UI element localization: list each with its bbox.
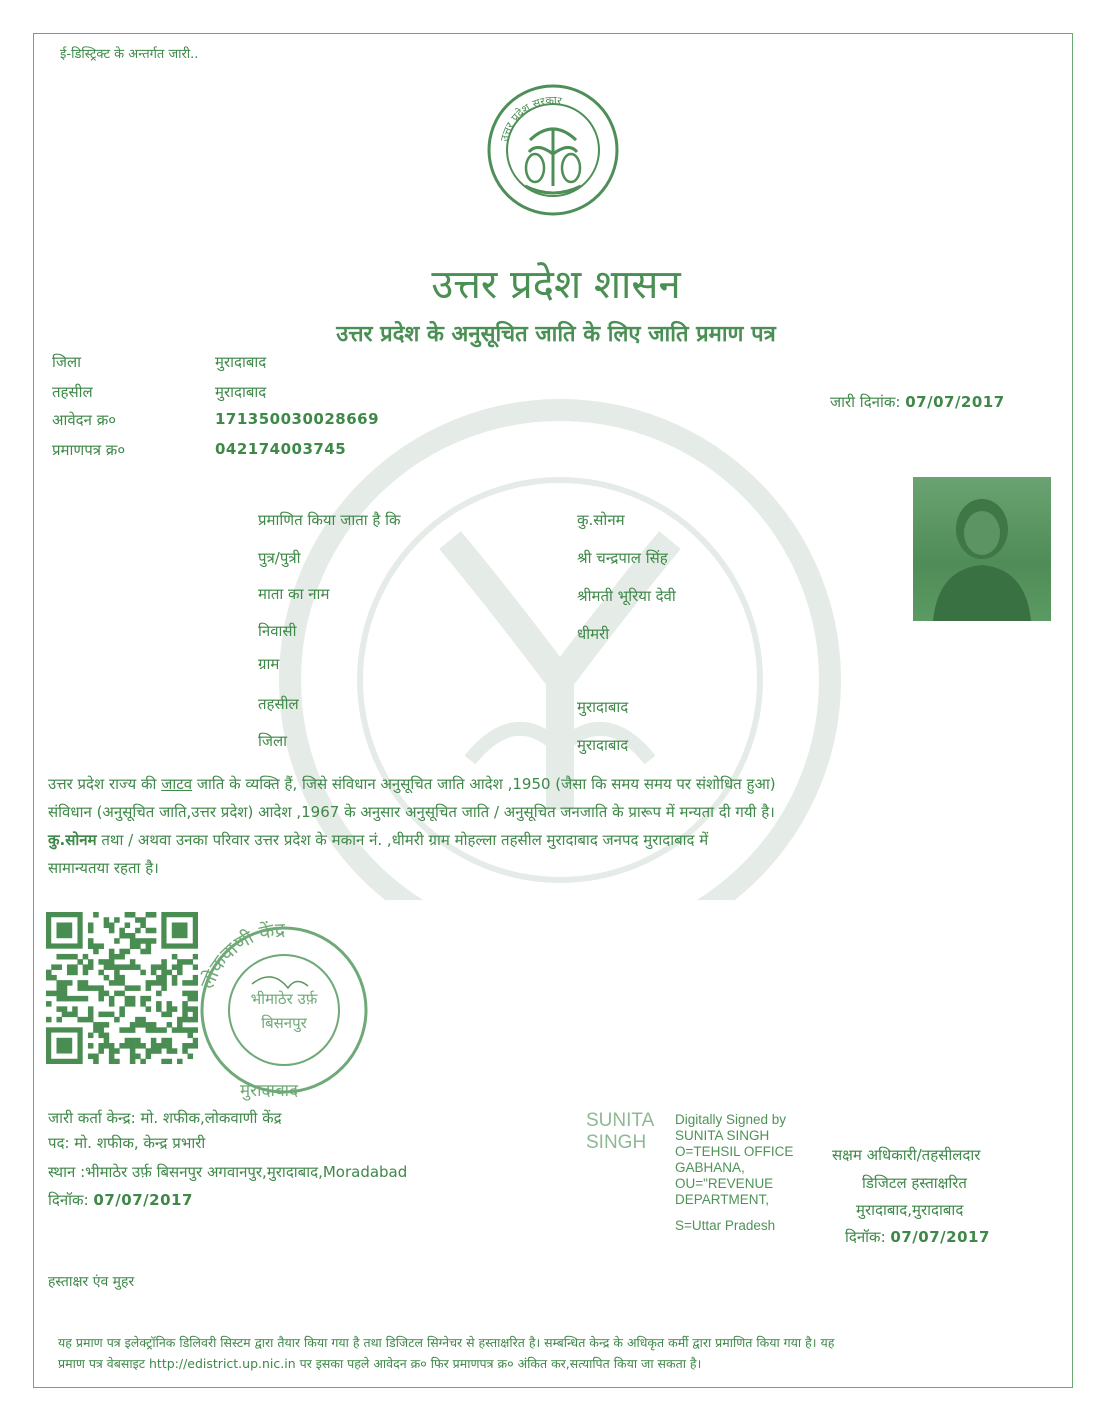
- detail-label: प्रमाणित किया जाता है कि: [258, 511, 401, 529]
- detail-label: तहसील: [258, 695, 299, 713]
- applicant-name: कु.सोनम: [577, 511, 625, 529]
- tehsil-label: तहसील: [52, 383, 93, 401]
- page-title: उत्तर प्रदेश शासन: [431, 262, 681, 308]
- signature-seal-label: हस्ताक्षर एंव मुहर: [48, 1274, 135, 1290]
- page-subtitle: उत्तर प्रदेश के अनुसूचित जाति के लिए जाति प्रमाण पत्र: [336, 322, 776, 347]
- issuer-date: [48, 1190, 193, 1210]
- residence: धीमरी: [577, 625, 610, 643]
- detail-tehsil: मुरादाबाद: [577, 698, 629, 716]
- district-value: मुरादाबाद: [215, 353, 267, 371]
- detail-label: जिला: [258, 732, 288, 750]
- applicant-photo: [913, 477, 1051, 621]
- issuer-post: पद: मो. शफीक, केन्द्र प्रभारी: [48, 1134, 206, 1152]
- issuer-center: जारी कर्ता केन्द्र: मो. शफीक,लोकवाणी केंद्र: [48, 1109, 282, 1127]
- seal-stamp: [192, 918, 377, 1108]
- application-label: आवेदन क्र०: [52, 411, 117, 429]
- authority-date-value: 07/07/2017: [890, 1228, 990, 1246]
- signer-name-watermark: SUNITA SINGH: [586, 1110, 655, 1153]
- district-label: जिला: [52, 353, 82, 371]
- authority-line2: डिजिटल हस्ताक्षरित: [862, 1174, 967, 1192]
- authority-date: [845, 1227, 990, 1247]
- issue-date-label: जारी दिनांक:: [830, 393, 901, 411]
- detail-district: मुरादाबाद: [577, 736, 629, 754]
- application-number: 171350030028669: [215, 410, 380, 428]
- detail-label: पुत्र/पुत्री: [258, 549, 301, 567]
- svg-text:मुरादाबाद: मुरादाबाद: [240, 1081, 299, 1101]
- issuer-date-label: दिनॉक:: [48, 1191, 89, 1209]
- issuer-date-value: 07/07/2017: [93, 1191, 193, 1209]
- body-line-3: कु.सोनम तथा / अथवा उनका परिवार उत्तर प्रदेश के मकान नं. ,धीमरी ग्राम मोहल्ला तहसील मुरादाबाद जनपद मुरादाबाद में: [48, 831, 709, 849]
- svg-text:भीमाठेर उर्फ़: भीमाठेर उर्फ़: [250, 990, 318, 1008]
- father-name: श्री चन्द्रपाल सिंह: [577, 549, 668, 567]
- body-line-4: सामान्यतया रहता है।: [48, 859, 159, 877]
- up-government-emblem-icon: [485, 82, 621, 218]
- issue-date-value: 07/07/2017: [905, 393, 1005, 411]
- svg-text:उत्तर प्रदेश सरकार: उत्तर प्रदेश सरकार: [497, 93, 563, 143]
- svg-text:लोकवाणी केंद्र: लोकवाणी केंद्र: [196, 918, 286, 992]
- digital-signature-text: Digitally Signed by SUNITA SINGH O=TEHSIL OFFICE GABHANA, OU="REVENUE DEPARTMENT, S=Uttar Pradesh: [675, 1112, 794, 1233]
- body-line-2: संविधान (अनुसूचित जाति,उत्तर प्रदेश) आदेश ,1967 के अनुसार अनुसूचित जाति / अनुसूचित जनजाति के प्रारूप में मन्यता दी गयी है।: [48, 803, 775, 821]
- authority-date-label: दिनॉक:: [845, 1228, 886, 1246]
- qr-code: [46, 912, 198, 1064]
- detail-label: माता का नाम: [258, 585, 330, 603]
- top-note: ई-डिस्ट्रिक्ट के अन्तर्गत जारी..: [60, 47, 199, 62]
- issuer-place: स्थान :भीमाठेर उर्फ़ बिसनपुर अगवानपुर,मुरादाबाद,Moradabad: [48, 1163, 408, 1181]
- body-line-1: उत्तर प्रदेश राज्य की जाटव जाति के व्यक्ति हैं, जिसे संविधान अनुसूचित जाति आदेश ,1950 (जैसा कि समय समय पर संशोधित हुआ): [48, 775, 776, 793]
- certificate-number: 042174003745: [215, 440, 347, 458]
- authority-title: सक्षम अधिकारी/तहसीलदार: [832, 1146, 981, 1164]
- certificate-label: प्रमाणपत्र क्र०: [52, 441, 126, 459]
- mother-name: श्रीमती भूरिया देवी: [577, 587, 676, 605]
- issue-date: [830, 392, 1005, 412]
- caste-name: जाटव: [161, 775, 193, 793]
- footer-line-2: प्रमाण पत्र वेबसाइट http://edistrict.up.nic.in पर इसका पहले आवेदन क्र० फिर प्रमाणपत्र क्र० अंकित कर,सत्यापित किया जा सकता है।: [58, 1356, 702, 1371]
- person-icon: [913, 477, 1051, 621]
- detail-label: ग्राम: [258, 655, 280, 673]
- svg-text:बिसनपुर: बिसनपुर: [261, 1014, 307, 1032]
- footer-line-1: यह प्रमाण पत्र इलेक्ट्रॉनिक डिलिवरी सिस्टम द्वारा तैयार किया गया है तथा डिजिटल सिग्नेचर से हस्ताक्षरित है। सम्बन्धित केन्द्र के अधिकृत कर्मी द्वारा प्रमाणित किया गया है। यह: [58, 1335, 835, 1350]
- authority-line3: मुरादाबाद,मुरादाबाद: [856, 1201, 964, 1219]
- tehsil-value: मुरादाबाद: [215, 383, 267, 401]
- detail-label: निवासी: [258, 622, 297, 640]
